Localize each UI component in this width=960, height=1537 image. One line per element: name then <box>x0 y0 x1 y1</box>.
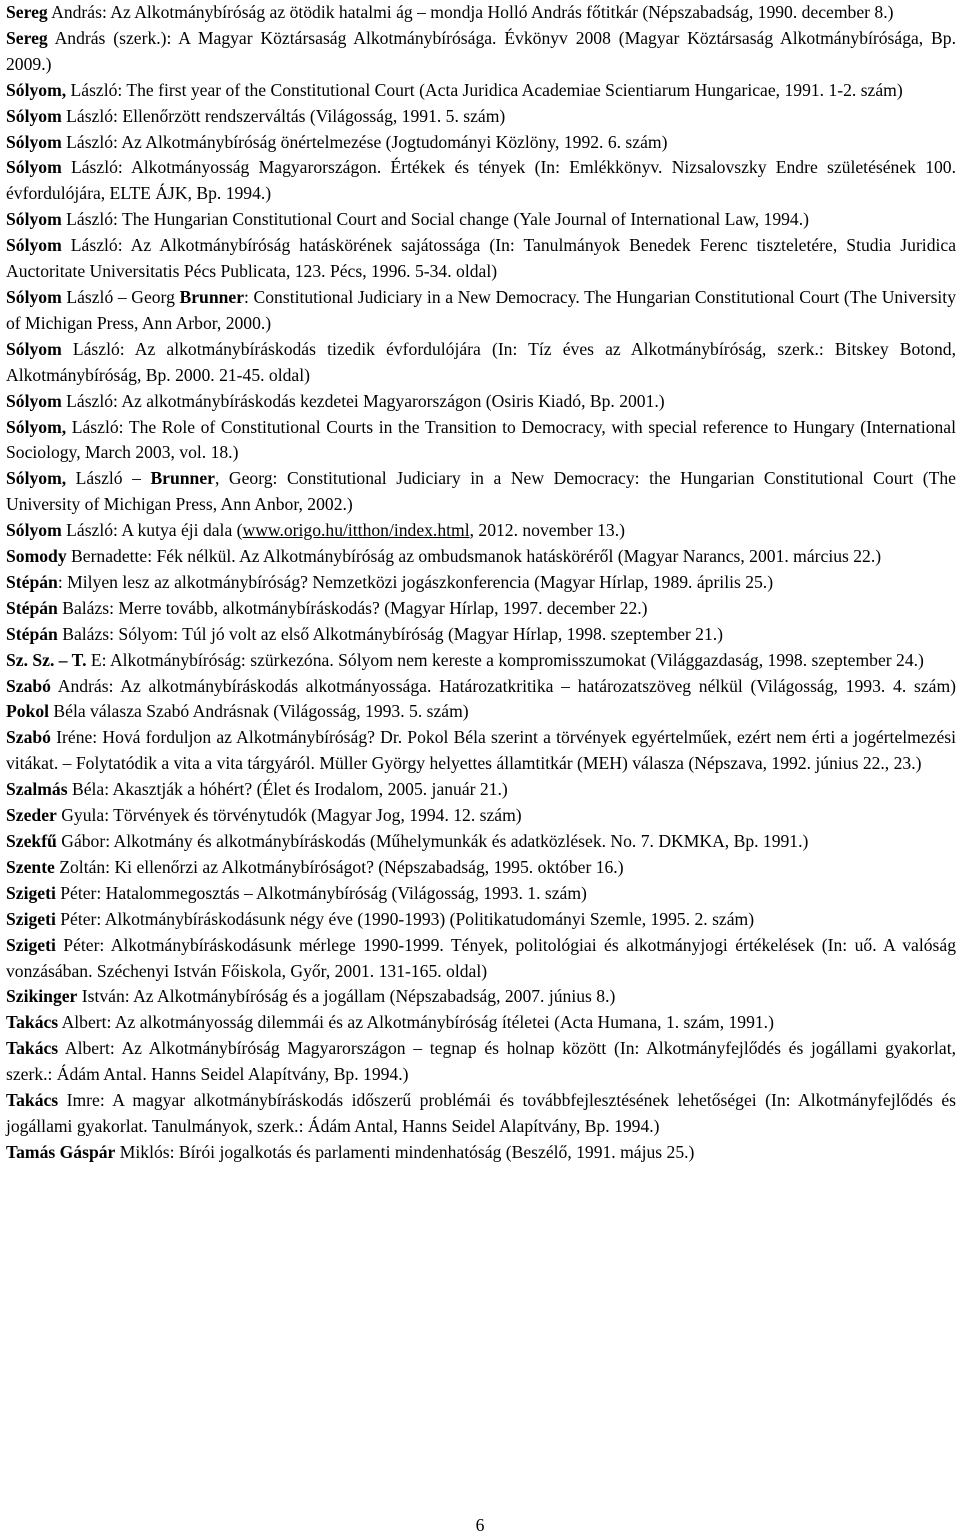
bibliography-entry <box>6 1140 956 1166</box>
bibliography-entry <box>6 829 956 855</box>
author-name: Brunner <box>179 286 245 307</box>
author-name: Szalmás <box>6 779 68 800</box>
bibliography-entry <box>6 622 956 648</box>
page-number: 6 <box>475 1515 485 1535</box>
author-name: Brunner <box>150 468 215 489</box>
author-name: Szigeti <box>6 934 56 955</box>
bibliography-entry <box>6 466 956 518</box>
entry-text: Béla válasza Szabó Andrásnak (Világosság, 1993. 5. szám) <box>49 701 469 722</box>
entry-text: László – Georg <box>61 286 180 307</box>
author-name: Sz. Sz. – T. <box>6 649 87 670</box>
author-name: Tamás Gáspár <box>6 1141 116 1162</box>
bibliography-entry <box>6 1010 956 1036</box>
author-name: Somody <box>6 546 67 567</box>
author-name: Sólyom <box>6 520 62 541</box>
author-name: Takács <box>6 1090 59 1111</box>
entry-text: Iréne: Hová forduljon az Alkotmánybíróság? Dr. Pokol Béla szerint a törvények egyértelműek, ezért nem érti a jogértelmezési vitákat. – Folytatódik a vita a vita tárgyáról. Müller György helyettes államtitkár (MEH) válasza (Népszava, 1992. június 22., 23.) <box>6 727 956 774</box>
author-name: Sólyom <box>6 105 62 126</box>
entry-text: Balázs: Sólyom: Túl jó volt az első Alkotmánybíróság (Magyar Hírlap, 1998. szeptember 21.) <box>57 623 724 644</box>
author-name: Pokol <box>6 701 50 722</box>
entry-text: László: Az alkotmánybíráskodás kezdetei Magyarországon (Osiris Kiadó, Bp. 2001.) <box>61 390 665 411</box>
entry-text: László: The Hungarian Constitutional Court and Social change (Yale Journal of International Law, 1994.) <box>61 209 809 230</box>
entry-text: , 2012. november 13.) <box>469 520 625 541</box>
author-name: Sólyom <box>6 286 62 307</box>
author-name: Szigeti <box>6 882 56 903</box>
bibliography-entry <box>6 337 956 389</box>
author-name: Sereg <box>6 2 48 22</box>
entry-text: Péter: Alkotmánybíráskodásunk négy éve (1990-1993) (Politikatudományi Szemle, 1995. 2. szám) <box>55 908 755 929</box>
entry-text: Balázs: Merre tovább, alkotmánybíráskodás? (Magyar Hírlap, 1997. december 22.) <box>57 597 648 618</box>
bibliography-entry <box>6 984 956 1010</box>
author-name: Sólyom, <box>6 79 67 100</box>
bibliography-entry <box>6 674 956 726</box>
entry-text: László: Az alkotmánybíráskodás tizedik évfordulójára (In: Tíz éves az Alkotmánybíróság, szerk.: Bitskey Botond, Alkotmánybíróság, Bp. 2000. 21-45. oldal) <box>6 338 956 385</box>
bibliography-entry <box>6 1036 956 1088</box>
entry-text: Imre: A magyar alkotmánybíráskodás időszerű problémái és továbbfejlesztésének lehetőségei (In: Alkotmányfejlődés és jogállami gyakorlat. Tanulmányok, szerk.: Ádám Antal, Hanns Seidel Alapítvány, Bp. 1994.) <box>6 1090 956 1136</box>
entry-text: Albert: Az alkotmányosság dilemmái és az Alkotmánybíróság ítéletei (Acta Humana, 1. szám, 1991.) <box>58 1012 774 1033</box>
url-link[interactable]: www.origo.hu/itthon/index.html <box>242 520 470 541</box>
entry-text: E: Alkotmánybíróság: szürkezóna. Sólyom nem kereste a kompromisszumokat (Világgazdaság, 1998. szeptember 24.) <box>86 649 924 670</box>
entry-text: : Milyen lesz az alkotmánybíróság? Nemzetközi jogászkonferencia (Magyar Hírlap, 1989. április 25.) <box>57 571 774 592</box>
author-name: Sólyom <box>6 209 62 230</box>
bibliography-entry <box>6 389 956 415</box>
bibliography-entry <box>6 907 956 933</box>
bibliography-entry <box>6 207 956 233</box>
author-name: Szabó <box>6 727 51 748</box>
entry-text: Albert: Az Alkotmánybíróság Magyarországon – tegnap és holnap között (In: Alkotmányfejlődés és jogállami gyakorlat, szerk.: Ádám Antal. Hanns Seidel Alapítvány, Bp. 1994.) <box>6 1038 956 1085</box>
author-name: Sólyom, <box>6 468 67 489</box>
bibliography-entry <box>6 725 956 777</box>
author-name: Stépán <box>6 597 58 618</box>
entry-text: László: Az Alkotmánybíróság hatáskörének sajátossága (In: Tanulmányok Benedek Ferenc tiszteletére, Studia Juridica Auctoritate Universitatis Pécs Publicata, 123. Pécs, 1996. 5-34. oldal) <box>6 235 956 282</box>
author-name: Szigeti <box>6 908 56 929</box>
author-name: Sólyom <box>6 390 62 411</box>
author-name: Sereg <box>6 27 48 48</box>
bibliography-entry <box>6 155 956 207</box>
entry-text: András: Az alkotmánybíráskodás alkotmányossága. Határozatkritika – határozatszöveg nélkül (Világosság, 1993. 4. szám) <box>50 675 956 696</box>
entry-text: László: The first year of the Constitutional Court (Acta Juridica Academiae Scientiarum Hungaricae, 1991. 1-2. szám) <box>66 79 903 100</box>
bibliography-entry <box>6 570 956 596</box>
bibliography-entry <box>6 1088 956 1140</box>
author-name: Stépán <box>6 571 58 592</box>
bibliography-entry <box>6 777 956 803</box>
bibliography-list <box>6 0 956 1166</box>
entry-text: András: Az Alkotmánybíróság az ötödik hatalmi ág – mondja Holló András főtitkár (Népszabadság, 1990. december 8.) <box>47 2 894 22</box>
bibliography-entry <box>6 648 956 674</box>
bibliography-entry <box>6 855 956 881</box>
author-name: Szeder <box>6 805 57 826</box>
bibliography-entry <box>6 596 956 622</box>
entry-text: László: Alkotmányosság Magyarországon. Értékek és tények (In: Emlékkönyv. Nizsalovszky Endre születésének 100. évfordulójára, ELTE ÁJK, Bp. 1994.) <box>6 157 956 204</box>
bibliography-entry <box>6 233 956 285</box>
author-name: Stépán <box>6 623 58 644</box>
bibliography-entry <box>6 104 956 130</box>
entry-text: László: Az Alkotmánybíróság önértelmezése (Jogtudományi Közlöny, 1992. 6. szám) <box>61 131 668 152</box>
author-name: Szente <box>6 856 55 877</box>
author-name: Szabó <box>6 675 51 696</box>
bibliography-entry <box>6 881 956 907</box>
entry-text: Bernadette: Fék nélkül. Az Alkotmánybíróság az ombudsmanok hatásköréről (Magyar Narancs, 2001. március 22.) <box>66 546 882 567</box>
entry-text: Gábor: Alkotmány és alkotmánybíráskodás (Műhelymunkák és adatközlések. No. 7. DKMKA, Bp. 1991.) <box>56 831 809 851</box>
author-name: Sólyom, <box>6 416 67 437</box>
entry-text: László – <box>66 468 151 489</box>
entry-text: András (szerk.): A Magyar Köztársaság Alkotmánybírósága. Évkönyv 2008 (Magyar Köztársaság Alkotmánybírósága, Bp. 2009.) <box>6 27 956 74</box>
author-name: Sólyom <box>6 235 62 256</box>
entry-text: : Constitutional Judiciary in a New Democracy. The Hungarian Constitutional Court (The University of Michigan Press, Ann Arbor, 2000.) <box>6 286 956 333</box>
bibliography-entry <box>6 518 956 544</box>
bibliography-entry <box>6 0 956 26</box>
entry-text: Béla: Akasztják a hóhért? (Élet és Irodalom, 2005. január 21.) <box>67 779 508 800</box>
entry-text: László: The Role of Constitutional Courts in the Transition to Democracy, with special reference to Hungary (International Sociology, March 2003, vol. 18.) <box>6 416 956 463</box>
entry-text: Gyula: Törvények és törvénytudók (Magyar Jog, 1994. 12. szám) <box>56 805 522 826</box>
entry-text: , Georg: Constitutional Judiciary in a New Democracy: the Hungarian Constitutional Court (The University of Michigan Press, Ann Anbor, 2002.) <box>6 468 956 515</box>
entry-text: László: A kutya éji dala ( <box>61 520 243 541</box>
author-name: Szikinger <box>6 986 78 1007</box>
author-name: Takács <box>6 1012 59 1033</box>
author-name: Takács <box>6 1038 59 1059</box>
entry-text: László: Ellenőrzött rendszerváltás (Világosság, 1991. 5. szám) <box>61 105 506 126</box>
bibliography-entry <box>6 285 956 337</box>
author-name: Sólyom <box>6 338 62 359</box>
entry-text: Péter: Hatalommegosztás – Alkotmánybíróság (Világosság, 1993. 1. szám) <box>55 882 587 903</box>
author-name: Szekfű <box>6 831 57 851</box>
entry-text: Péter: Alkotmánybíráskodásunk mérlege 1990-1999. Tények, politológiai és alkotmányjogi értékelések (In: uő. A valóság vonzásában. Széchenyi István Főiskola, Győr, 2001. 131-165. oldal) <box>6 934 956 981</box>
entry-text: Miklós: Bírói jogalkotás és parlamenti mindenhatóság (Beszélő, 1991. május 25.) <box>115 1141 695 1162</box>
bibliography-entry <box>6 544 956 570</box>
bibliography-entry <box>6 26 956 78</box>
bibliography-entry <box>6 78 956 104</box>
entry-text: István: Az Alkotmánybíróság és a jogállam (Népszabadság, 2007. június 8.) <box>77 986 616 1007</box>
bibliography-entry <box>6 803 956 829</box>
bibliography-entry <box>6 933 956 985</box>
bibliography-entry <box>6 130 956 156</box>
author-name: Sólyom <box>6 157 62 178</box>
author-name: Sólyom <box>6 131 62 152</box>
bibliography-entry <box>6 415 956 467</box>
entry-text: Zoltán: Ki ellenőrzi az Alkotmánybíróságot? (Népszabadság, 1995. október 16.) <box>54 856 624 877</box>
